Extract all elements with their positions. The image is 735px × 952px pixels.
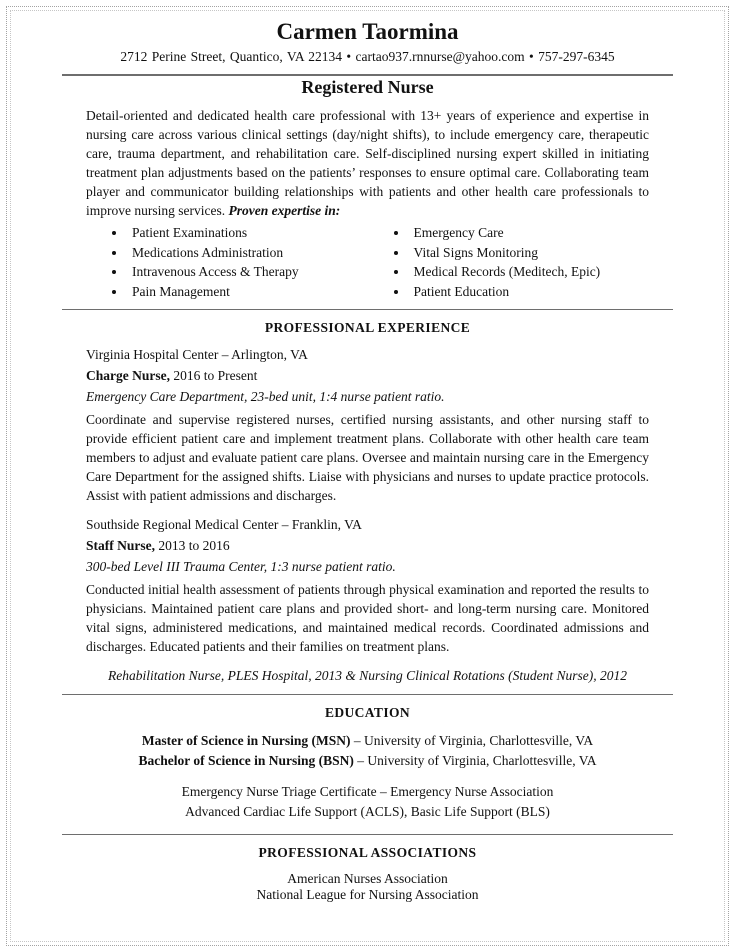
expertise-item: • Medical Records (Meditech, Epic) bbox=[409, 262, 650, 282]
experience-heading: PROFESSIONAL EXPERIENCE bbox=[264, 320, 471, 335]
degrees-group bbox=[62, 731, 673, 771]
expertise-columns bbox=[86, 223, 649, 301]
certification-line: Advanced Cardiac Life Support (ACLS), Basic Life Support (BLS) bbox=[185, 804, 550, 819]
expertise-item: • Emergency Care bbox=[409, 223, 650, 243]
expertise-item: • Patient Education bbox=[409, 282, 650, 302]
resume-title: Registered Nurse bbox=[301, 77, 434, 97]
section-divider-associations bbox=[62, 834, 673, 835]
employer-line: Southside Regional Medical Center – Franklin, VA bbox=[86, 517, 362, 532]
job-dates: 2016 to Present bbox=[173, 368, 258, 383]
job-description: Conducted initial health assessment of patients through physical examination and reported the results to physicians. Maintained patient care plans and provided short- and long-term nursing care. Monitored vital signs, administered medications, and maintained medical records. Coordinated admissions and discharges. Educated patients and their families on treatment plans. bbox=[86, 582, 649, 654]
degree-line bbox=[62, 751, 673, 771]
association-line: American Nurses Association bbox=[287, 871, 448, 886]
section-divider-experience bbox=[62, 309, 673, 310]
expertise-item: • Medications Administration bbox=[127, 243, 368, 263]
employer-line: Virginia Hospital Center – Arlington, VA bbox=[86, 347, 308, 362]
associations-heading: PROFESSIONAL ASSOCIATIONS bbox=[258, 845, 477, 860]
job-title-line bbox=[86, 367, 649, 384]
expertise-item: • Pain Management bbox=[127, 282, 368, 302]
expertise-item: • Patient Examinations bbox=[127, 223, 368, 243]
job-title: Staff Nurse, bbox=[86, 538, 155, 553]
degree-name: Master of Science in Nursing (MSN) bbox=[141, 733, 351, 748]
job-title-line bbox=[86, 537, 649, 554]
additional-experience-line: Rehabilitation Nurse, PLES Hospital, 2013 & Nursing Clinical Rotations (Student Nurse), 2012 bbox=[107, 668, 627, 683]
contact-info: 2712 Perine Street, Quantico, VA 22134 • cartao937.rnnurse@yahoo.com • 757-297-6345 bbox=[120, 49, 615, 64]
degree-school: – University of Virginia, Charlottesville, VA bbox=[350, 733, 594, 748]
summary-highlight: Proven expertise in: bbox=[228, 203, 341, 218]
section-divider-education bbox=[62, 694, 673, 695]
candidate-name: Carmen Taormina bbox=[276, 19, 459, 44]
certification-line: Emergency Nurse Triage Certificate – Emergency Nurse Association bbox=[181, 784, 554, 799]
expertise-list-right bbox=[368, 223, 650, 301]
certifications-group bbox=[62, 782, 673, 822]
job-title: Charge Nurse, bbox=[86, 368, 170, 383]
degree-line bbox=[62, 731, 673, 751]
expertise-list-left bbox=[86, 223, 368, 301]
summary-paragraph bbox=[86, 106, 649, 220]
education-heading: EDUCATION bbox=[324, 705, 411, 720]
summary-text: Detail-oriented and dedicated health care professional with 13+ years of experience and expertise in nursing care across various clinical settings (day/night shifts), to include emergency care, therapeutic care, trauma department, and rehabilitation care. Self-disciplined nursing expert skilled in initiating treatment plan adjustments based on the patients’ responses to ensure optimal care. Collaborating team player and communicator building relationships with patients and other health care professionals to improve nursing services. bbox=[86, 108, 649, 218]
association-line: National League for Nursing Association bbox=[256, 887, 479, 902]
job-dates: 2013 to 2016 bbox=[158, 538, 230, 553]
job-description: Coordinate and supervise registered nurses, certified nursing assistants, and other nursing staff to provide efficient patient care and implement treatment plans. Collaborate with other health care team members to adjust and evaluate patient care plans. Oversee and maintain nursing care in the Emergency Care Department for the assigned shifts. Liaise with physicians and nurses to update practice protocols. Assist with patient admissions and discharges. bbox=[86, 412, 649, 503]
job-subtitle: 300-bed Level III Trauma Center, 1:3 nurse patient ratio. bbox=[86, 559, 396, 574]
job-subtitle: Emergency Care Department, 23-bed unit, 1:4 nurse patient ratio. bbox=[86, 389, 445, 404]
degree-name: Bachelor of Science in Nursing (BSN) bbox=[138, 753, 354, 768]
degree-school: – University of Virginia, Charlottesville, VA bbox=[353, 753, 597, 768]
expertise-item: • Vital Signs Monitoring bbox=[409, 243, 650, 263]
expertise-item: • Intravenous Access & Therapy bbox=[127, 262, 368, 282]
